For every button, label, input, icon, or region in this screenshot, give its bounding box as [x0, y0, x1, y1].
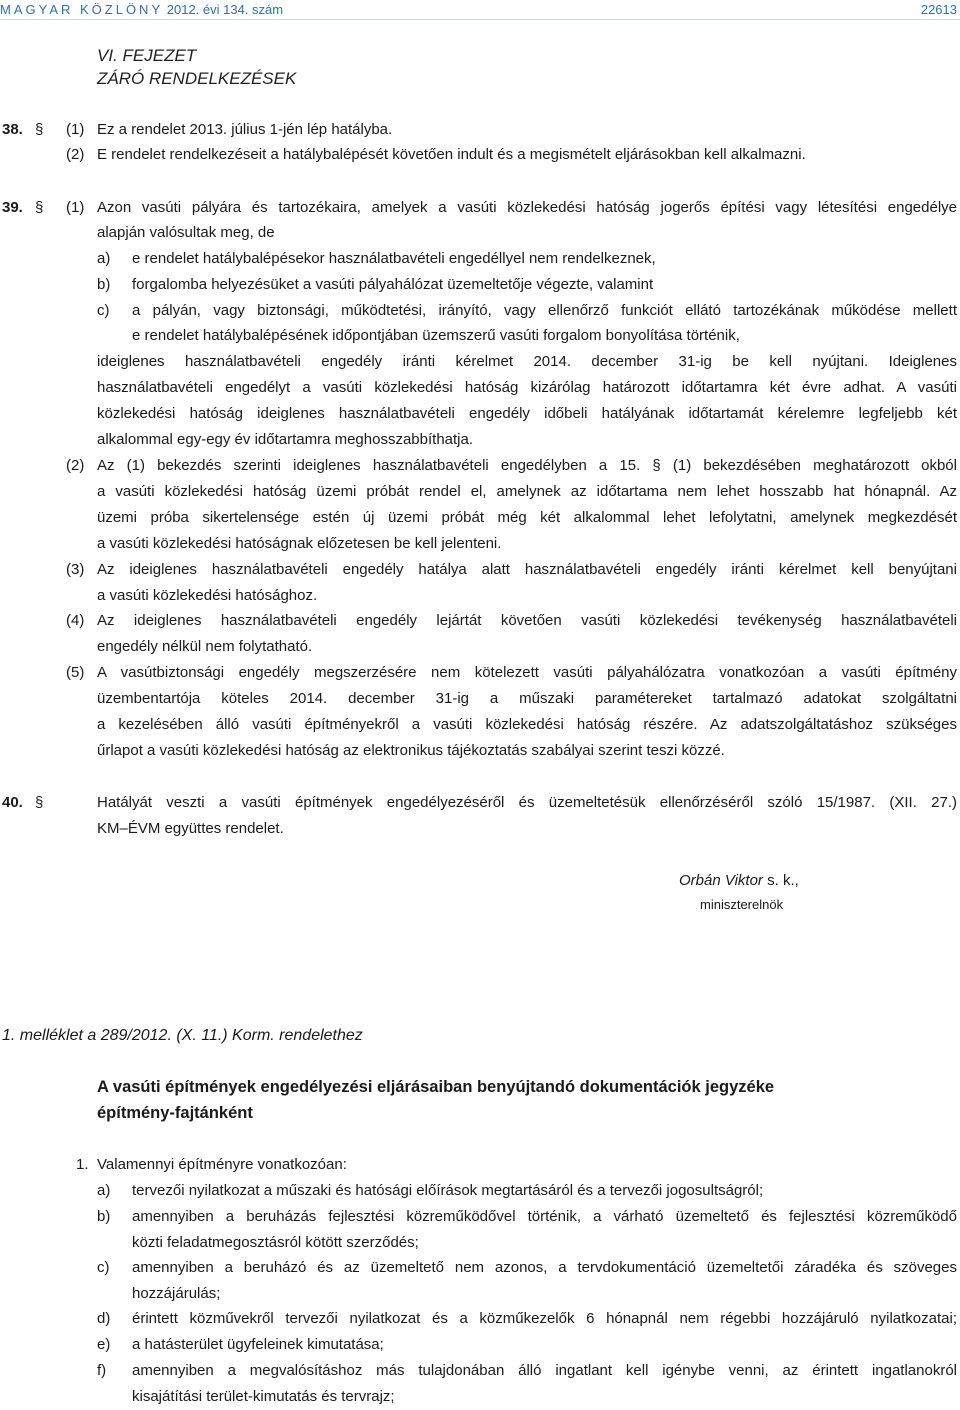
paragraph-number: (2): [66, 146, 85, 163]
paragraph-text: A vasútbiztonsági engedély megszerzésére nem kötelezett vasúti pályahálózatra vonatkozóan a vasúti építmény: [97, 664, 957, 681]
item-text: forgalomba helyezésüket a vasúti pályahálózat üzemeltetője végezte, valamint: [132, 276, 654, 293]
signatory-name: Orbán Viktor: [679, 872, 763, 889]
item-text: a hatásterület ügyfeleinek kimutatása;: [132, 1336, 384, 1353]
item-label: c): [97, 1259, 110, 1276]
paragraph-text: Hatályát veszti a vasúti építmények engedélyezéséről és üzemeltetésük ellenőrzéséről szóló 15/1987. (XII. 27.): [97, 794, 957, 811]
paragraph-number: (3): [66, 561, 85, 578]
item-label: a): [97, 250, 111, 267]
page-number: 22613: [920, 2, 957, 17]
running-header: [0, 2, 960, 18]
section-38-number: 38.: [2, 121, 23, 138]
paragraph-text: KM–ÉVM együttes rendelet.: [97, 820, 284, 837]
section-symbol: §: [35, 794, 44, 811]
paragraph-text: a vasúti közlekedési hatóságnak előzetesen be kell jelenteni.: [97, 535, 502, 552]
header-left: [0, 2, 283, 17]
paragraph-number: (4): [66, 612, 85, 629]
item-text: amennyiben a megvalósításhoz más tulajdonában álló ingatlant kell igénybe venni, az érintett ingatlanokról: [132, 1362, 957, 1379]
item-text: hozzájárulás;: [132, 1285, 221, 1302]
item-text: e rendelet hatálybalépésének időpontjában üzemszerű vasúti forgalom bonyolítása történik,: [132, 327, 740, 344]
annex-heading: A vasúti építmények engedélyezési eljárásaiban benyújtandó dokumentációk jegyzéke: [97, 1078, 775, 1096]
item-label: a): [97, 1182, 111, 1199]
paragraph-text: üzemi próba sikertelensége estén új üzemi próbát még két alkalommal lehet lefolytatni, amelynek megkezdését: [97, 509, 957, 526]
section-symbol: §: [35, 121, 44, 138]
chapter-title: ZÁRÓ RENDELKEZÉSEK: [97, 69, 297, 88]
item-text: kisajátítási terület-kimutatás és tervrajz;: [132, 1388, 395, 1405]
list-title: Valamennyi építményre vonatkozóan:: [97, 1156, 347, 1173]
paragraph-text: alapján valósultak meg, de: [97, 224, 275, 241]
paragraph-text: Az ideiglenes használatbavételi engedély hatálya alatt használatbavételi engedély iránti kérelmet kell benyújtani: [97, 561, 957, 578]
paragraph-text: Azon vasúti pályára és tartozékaira, amelyek a vasúti közlekedési hatóság jogerős építési vagy létesítési engedélye: [97, 199, 957, 216]
item-text: tervezői nyilatkozat a műszaki és hatósági előírások megtartásáról és a tervezői jogosultságról;: [132, 1182, 764, 1199]
paragraph-text: a vasúti közlekedési hatóság üzemi próbát rendel el, amelynek az időtartama nem lehet hosszabb hat hónapnál. Az: [97, 483, 957, 500]
item-text: közti feladatmegosztásról kötött szerződés;: [132, 1234, 419, 1251]
item-text: amennyiben a beruházás fejlesztési közreműködővel történik, a várható üzemeltető és fejlesztési közreműködő: [132, 1208, 957, 1225]
list-number: 1.: [76, 1156, 89, 1173]
signature-suffix: s. k.,: [762, 872, 799, 889]
paragraph-text: a kezelésében álló vasúti építményekről a vasúti közlekedési hatóság részére. Az adatszolgáltatáshoz szükséges: [97, 716, 957, 733]
paragraph-text: Az ideiglenes használatbavételi engedély lejártát követően vasúti közlekedési tevékenység használatbavételi: [97, 612, 957, 629]
item-label: b): [97, 276, 111, 293]
paragraph-text: alkalommal egy-egy év időtartamra meghosszabbíthatja.: [97, 431, 474, 448]
item-text: amennyiben a beruházó és az üzemeltető nem azonos, a tervdokumentáció üzemeltetői záradéka és szöveges: [132, 1259, 957, 1276]
annex-heading: építmény-fajtánként: [97, 1104, 253, 1122]
item-label: b): [97, 1208, 111, 1225]
item-text: e rendelet hatálybalépésekor használatbavételi engedéllyel nem rendelkeznek,: [132, 250, 656, 267]
paragraph-text: Ez a rendelet 2013. július 1-jén lép hatályba.: [97, 121, 393, 138]
header-divider: [0, 19, 960, 20]
signatory-role: miniszterelnök: [700, 897, 784, 912]
item-label: e): [97, 1336, 111, 1353]
paragraph-number: (5): [66, 664, 85, 681]
paragraph-text: közlekedési hatóság ideiglenes használatbavételi engedély időbeli hatályának időtartamát kérelemre legfeljebb két: [97, 405, 957, 422]
journal-name: MAGYAR KÖZLÖNY: [0, 2, 164, 17]
signature-line: [679, 872, 799, 890]
section-39-number: 39.: [2, 199, 23, 216]
paragraph-text: E rendelet rendelkezéseit a hatálybalépését követően indult és a megismételt eljárásokban kell alkalmazni.: [97, 146, 806, 163]
item-text: érintett közművekről tervezői nyilatkozat és a közműkezelők 6 hónapnál nem régebbi hozzájáruló nyilatkozatai;: [132, 1310, 957, 1327]
paragraph-number: (2): [66, 457, 85, 474]
item-label: f): [97, 1362, 107, 1379]
paragraph-text: ideiglenes használatbavételi engedély iránti kérelmet 2014. december 31-ig be kell nyújtani. Ideiglenes: [97, 353, 957, 370]
item-label: d): [97, 1310, 111, 1327]
paragraph-text: a vasúti közlekedési hatósághoz.: [97, 587, 318, 604]
paragraph-text: használatbavételi engedélyt a vasúti közlekedési hatóság kizárólag határozott időtartamra két évre adhat. A vasúti: [97, 379, 957, 396]
item-text: a pályán, vagy biztonsági, működtetési, irányító, vagy ellenőrző funkciót ellátó tartozékának működése mellett: [132, 302, 957, 319]
paragraph-number: (1): [66, 121, 85, 138]
chapter-number: VI. FEJEZET: [97, 46, 197, 65]
section-40-number: 40.: [2, 794, 23, 811]
section-symbol: §: [35, 199, 44, 216]
issue-label: 2012. évi 134. szám: [166, 2, 284, 17]
paragraph-text: engedély nélkül nem folytatható.: [97, 638, 313, 655]
paragraph-text: űrlapot a vasúti közlekedési hatóság az elektronikus tájékoztatás szabályai szerint teszi közzé.: [97, 742, 725, 759]
paragraph-text: Az (1) bekezdés szerinti ideiglenes használatbavételi engedélyben a 15. § (1) bekezdésében meghatározott okból: [97, 457, 957, 474]
paragraph-text: üzembentartója köteles 2014. december 31-ig a műszaki paramétereket tartalmazó adatokat szolgáltatni: [97, 690, 957, 707]
paragraph-number: (1): [66, 199, 85, 216]
annex-title: 1. melléklet a 289/2012. (X. 11.) Korm. rendelethez: [2, 1027, 363, 1044]
item-label: c): [97, 302, 110, 319]
